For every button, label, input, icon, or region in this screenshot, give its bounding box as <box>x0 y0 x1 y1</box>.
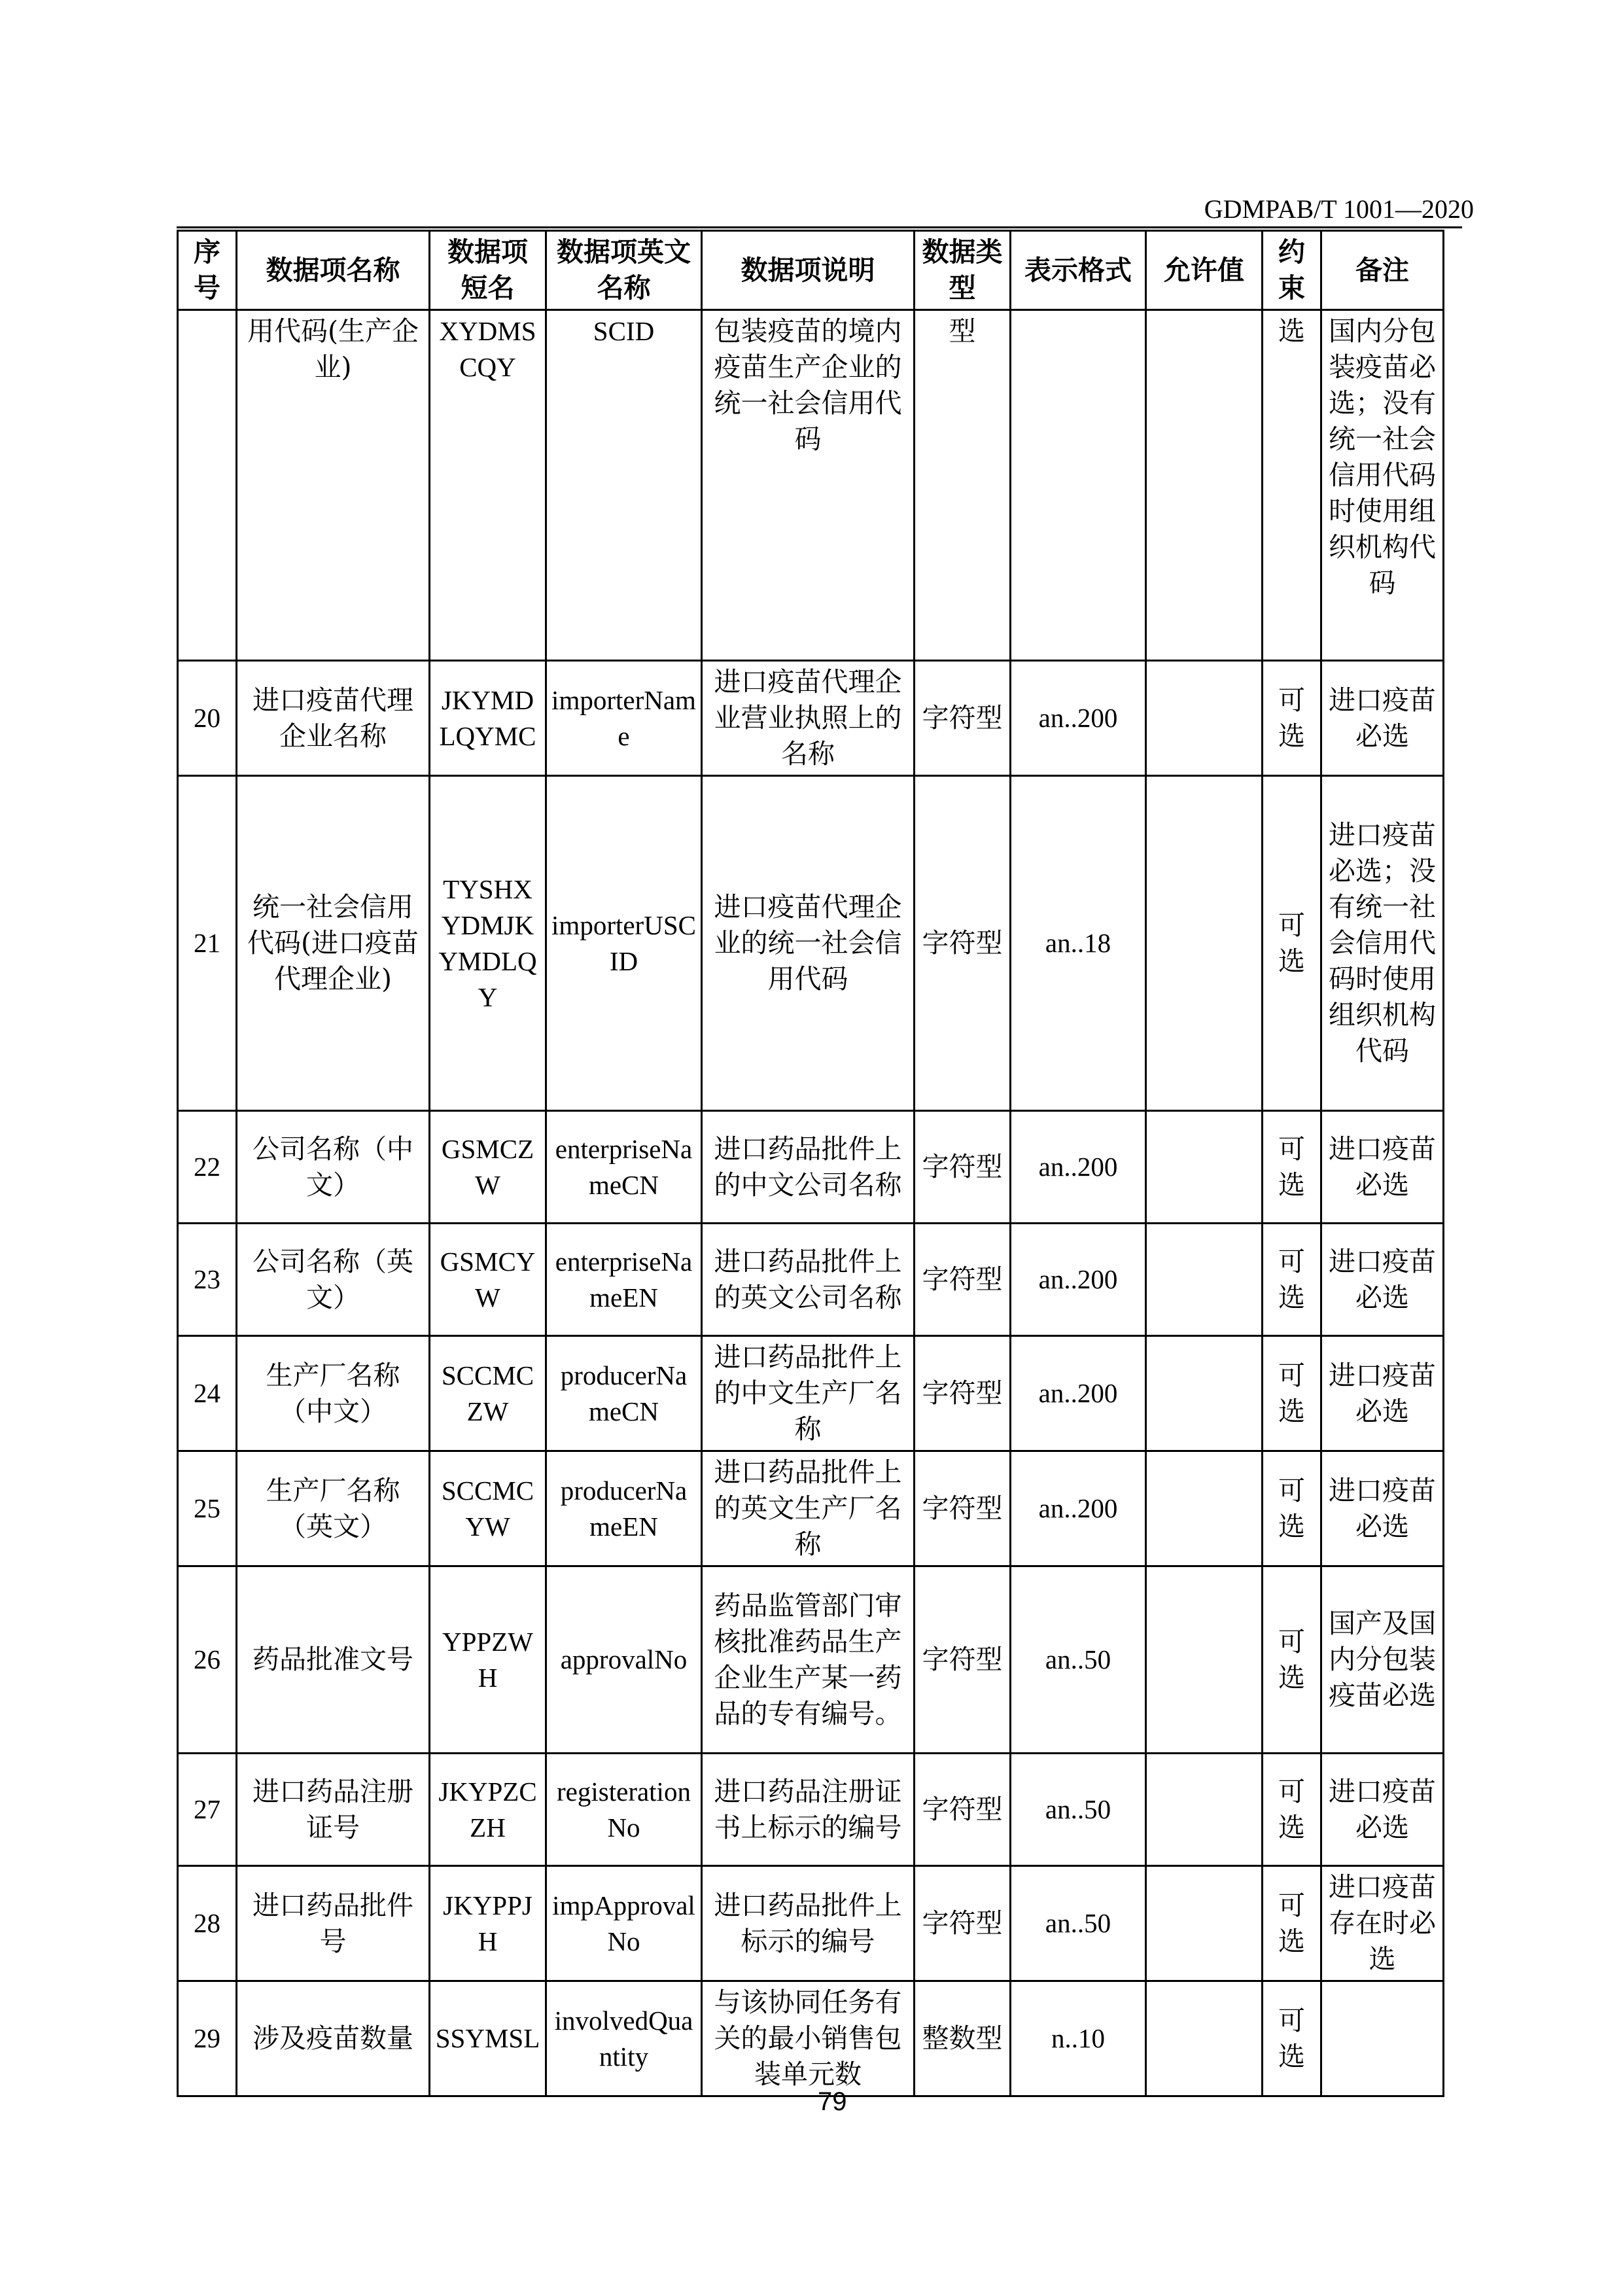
column-header: 约束 <box>1263 231 1321 310</box>
cell-note: 进口疫苗必选 <box>1321 1111 1444 1224</box>
cell-name: 涉及疫苗数量 <box>237 1981 430 2096</box>
cell-allowed <box>1146 1754 1263 1866</box>
cell-en: registerationNo <box>546 1754 702 1866</box>
cell-format: an..200 <box>1011 1336 1146 1451</box>
cell-name: 生产厂名称（中文） <box>237 1336 430 1451</box>
cell-dtype: 字符型 <box>915 1754 1011 1866</box>
cell-desc: 进口药品批件上的英文公司名称 <box>702 1224 915 1336</box>
cell-format: n..10 <box>1011 1981 1146 2096</box>
cell-constraint: 可选 <box>1263 1111 1321 1224</box>
cell-short: YPPZWH <box>430 1566 546 1754</box>
cell-no: 21 <box>178 776 237 1111</box>
cell-short: JKYPPJH <box>430 1866 546 1981</box>
cell-dtype: 型 <box>915 310 1011 661</box>
cell-format: an..200 <box>1011 661 1146 776</box>
cell-dtype: 字符型 <box>915 1111 1011 1224</box>
table-row <box>178 1224 1444 1336</box>
cell-format: an..200 <box>1011 1451 1146 1566</box>
cell-constraint: 可选 <box>1263 1224 1321 1336</box>
cell-dtype: 字符型 <box>915 1566 1011 1754</box>
cell-dtype: 字符型 <box>915 1866 1011 1981</box>
cell-note: 国内分包装疫苗必选；没有统一社会信用代码时使用组织机构代码 <box>1321 310 1444 661</box>
table-row <box>178 661 1444 776</box>
cell-dtype: 字符型 <box>915 661 1011 776</box>
cell-en: impApprovalNo <box>546 1866 702 1981</box>
data-item-table <box>177 230 1444 2097</box>
cell-format: an..200 <box>1011 1224 1146 1336</box>
cell-en: enterpriseNameEN <box>546 1224 702 1336</box>
cell-no: 23 <box>178 1224 237 1336</box>
page-number: 79 <box>818 2087 847 2116</box>
cell-allowed <box>1146 661 1263 776</box>
cell-desc: 进口药品批件上的中文公司名称 <box>702 1111 915 1224</box>
cell-allowed <box>1146 776 1263 1111</box>
cell-no <box>178 310 237 661</box>
cell-no: 26 <box>178 1566 237 1754</box>
cell-format: an..50 <box>1011 1866 1146 1981</box>
cell-desc: 进口疫苗代理企业的统一社会信用代码 <box>702 776 915 1111</box>
table-row <box>178 1566 1444 1754</box>
cell-short: GSMCZW <box>430 1111 546 1224</box>
cell-constraint: 可选 <box>1263 1566 1321 1754</box>
cell-no: 27 <box>178 1754 237 1866</box>
cell-en: importerName <box>546 661 702 776</box>
cell-no: 28 <box>178 1866 237 1981</box>
cell-dtype: 字符型 <box>915 776 1011 1111</box>
table-row <box>178 1866 1444 1981</box>
cell-desc: 进口药品批件上的中文生产厂名称 <box>702 1336 915 1451</box>
table-row <box>178 776 1444 1111</box>
cell-allowed <box>1146 1224 1263 1336</box>
cell-dtype: 字符型 <box>915 1224 1011 1336</box>
cell-constraint: 可选 <box>1263 1866 1321 1981</box>
header-rule <box>177 226 1462 228</box>
cell-en: producerNameCN <box>546 1336 702 1451</box>
cell-short: TYSHXYDMJKYMDLQY <box>430 776 546 1111</box>
cell-en: involvedQuantity <box>546 1981 702 2096</box>
cell-no: 29 <box>178 1981 237 2096</box>
column-header: 表示格式 <box>1011 231 1146 310</box>
cell-format: an..50 <box>1011 1754 1146 1866</box>
cell-constraint: 可选 <box>1263 776 1321 1111</box>
cell-allowed <box>1146 1336 1263 1451</box>
table-row <box>178 1981 1444 2096</box>
cell-constraint: 可选 <box>1263 1981 1321 2096</box>
cell-desc: 进口药品批件上标示的编号 <box>702 1866 915 1981</box>
cell-en: approvalNo <box>546 1566 702 1754</box>
cell-name: 用代码(生产企业) <box>237 310 430 661</box>
cell-short: XYDMSCQY <box>430 310 546 661</box>
column-header: 备注 <box>1321 231 1444 310</box>
cell-en: enterpriseNameCN <box>546 1111 702 1224</box>
table-row <box>178 1111 1444 1224</box>
cell-short: SSYMSL <box>430 1981 546 2096</box>
cell-name: 进口药品批件号 <box>237 1866 430 1981</box>
cell-format: an..50 <box>1011 1566 1146 1754</box>
cell-format: an..18 <box>1011 776 1146 1111</box>
cell-allowed <box>1146 1111 1263 1224</box>
cell-name: 生产厂名称（英文） <box>237 1451 430 1566</box>
cell-allowed <box>1146 1981 1263 2096</box>
cell-no: 20 <box>178 661 237 776</box>
cell-desc: 与该协同任务有关的最小销售包装单元数 <box>702 1981 915 2096</box>
cell-note: 进口疫苗存在时必选 <box>1321 1866 1444 1981</box>
cell-en: producerNameEN <box>546 1451 702 1566</box>
cell-name: 公司名称（英文） <box>237 1224 430 1336</box>
column-header: 序号 <box>178 231 237 310</box>
table-row <box>178 310 1444 661</box>
column-header: 数据项英文名称 <box>546 231 702 310</box>
cell-constraint: 可选 <box>1263 661 1321 776</box>
cell-allowed <box>1146 1866 1263 1981</box>
cell-desc: 进口药品批件上的英文生产厂名称 <box>702 1451 915 1566</box>
column-header: 允许值 <box>1146 231 1263 310</box>
cell-en: SCID <box>546 310 702 661</box>
table-row <box>178 1754 1444 1866</box>
cell-constraint: 可选 <box>1263 1451 1321 1566</box>
table-row <box>178 1336 1444 1451</box>
column-header: 数据项说明 <box>702 231 915 310</box>
cell-allowed <box>1146 1566 1263 1754</box>
cell-allowed <box>1146 1451 1263 1566</box>
cell-short: JKYPZCZH <box>430 1754 546 1866</box>
column-header: 数据项短名 <box>430 231 546 310</box>
cell-desc: 进口疫苗代理企业营业执照上的名称 <box>702 661 915 776</box>
cell-constraint: 可选 <box>1263 1754 1321 1866</box>
cell-desc: 进口药品注册证书上标示的编号 <box>702 1754 915 1866</box>
cell-short: JKYMDLQYMC <box>430 661 546 776</box>
cell-format: an..200 <box>1011 1111 1146 1224</box>
cell-dtype: 整数型 <box>915 1981 1011 2096</box>
cell-note: 进口疫苗必选 <box>1321 1451 1444 1566</box>
cell-no: 25 <box>178 1451 237 1566</box>
cell-name: 统一社会信用代码(进口疫苗代理企业) <box>237 776 430 1111</box>
cell-no: 24 <box>178 1336 237 1451</box>
cell-note: 进口疫苗必选 <box>1321 1336 1444 1451</box>
cell-note: 进口疫苗必选 <box>1321 1224 1444 1336</box>
cell-short: SCCMCYW <box>430 1451 546 1566</box>
cell-allowed <box>1146 310 1263 661</box>
cell-constraint: 选 <box>1263 310 1321 661</box>
table-header-row <box>178 231 1444 310</box>
table-row <box>178 1451 1444 1566</box>
cell-dtype: 字符型 <box>915 1336 1011 1451</box>
cell-short: GSMCYW <box>430 1224 546 1336</box>
cell-note: 进口疫苗必选 <box>1321 661 1444 776</box>
cell-dtype: 字符型 <box>915 1451 1011 1566</box>
cell-desc: 药品监管部门审核批准药品生产企业生产某一药品的专有编号。 <box>702 1566 915 1754</box>
cell-constraint: 可选 <box>1263 1336 1321 1451</box>
cell-name: 进口药品注册证号 <box>237 1754 430 1866</box>
column-header: 数据项名称 <box>237 231 430 310</box>
cell-en: importerUSCID <box>546 776 702 1111</box>
cell-note: 进口疫苗必选；没有统一社会信用代码时使用组织机构代码 <box>1321 776 1444 1111</box>
cell-note <box>1321 1981 1444 2096</box>
cell-name: 公司名称（中文） <box>237 1111 430 1224</box>
standard-code: GDMPAB/T 1001—2020 <box>1204 194 1474 224</box>
cell-desc: 包装疫苗的境内疫苗生产企业的统一社会信用代码 <box>702 310 915 661</box>
cell-note: 进口疫苗必选 <box>1321 1754 1444 1866</box>
cell-note: 国产及国内分包装疫苗必选 <box>1321 1566 1444 1754</box>
cell-no: 22 <box>178 1111 237 1224</box>
cell-name: 药品批准文号 <box>237 1566 430 1754</box>
cell-name: 进口疫苗代理企业名称 <box>237 661 430 776</box>
cell-format <box>1011 310 1146 661</box>
column-header: 数据类型 <box>915 231 1011 310</box>
cell-short: SCCMCZW <box>430 1336 546 1451</box>
